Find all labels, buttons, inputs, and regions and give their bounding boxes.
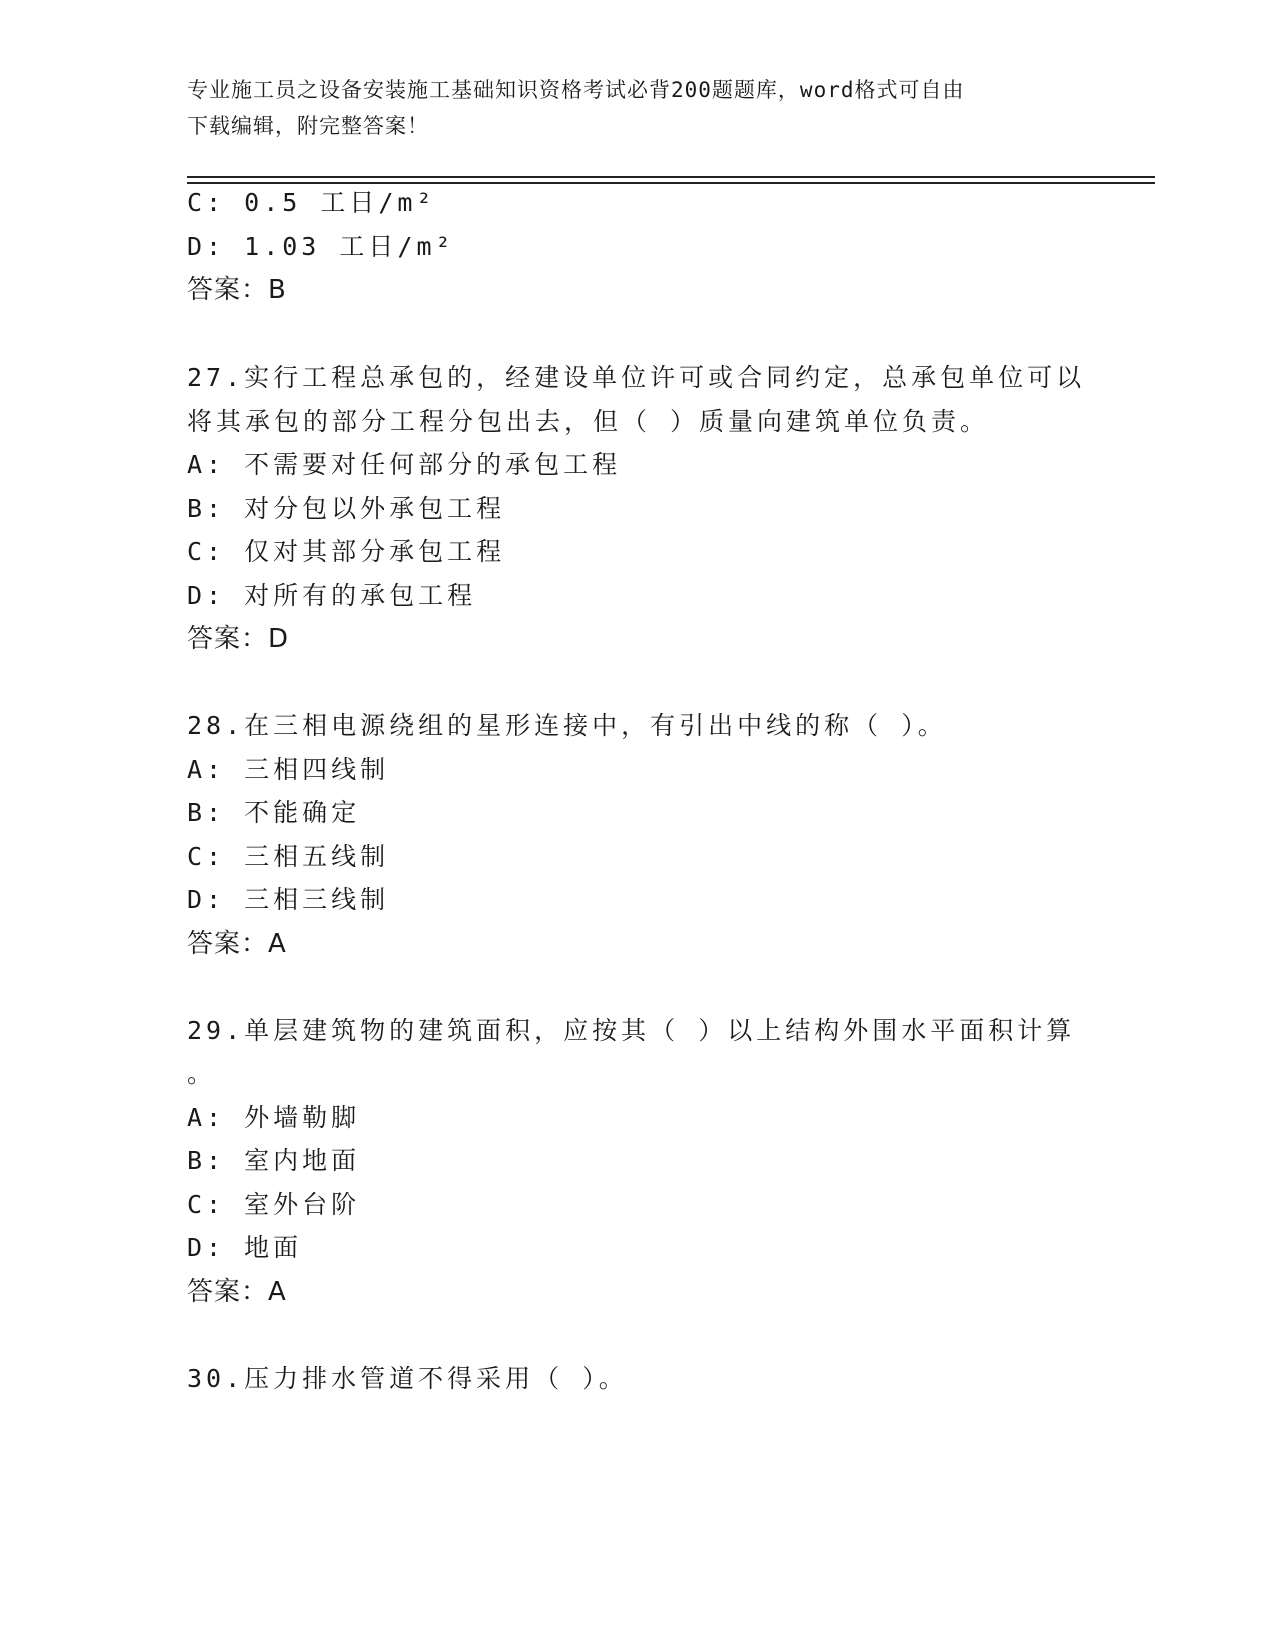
header-title-line-2: 下载编辑，附完整答案！ <box>187 114 429 138</box>
q28-option-a: A: 三相四线制 <box>187 755 390 784</box>
q28-stem: 28.在三相电源绕组的星形连接中，有引出中线的称（ ）。 <box>187 711 947 740</box>
q30-stem: 30.压力排水管道不得采用（ ）。 <box>187 1364 628 1393</box>
q28-option-c: C: 三相五线制 <box>187 842 390 871</box>
q29-stem-line-2: 。 <box>187 1059 217 1088</box>
header-title-line-1: 专业施工员之设备安装施工基础知识资格考试必背200题题库，word格式可自由 <box>187 78 965 102</box>
q27-stem-line-2: 将其承包的部分工程分包出去，但（ ）质量向建筑单位负责。 <box>187 407 990 436</box>
q29-option-d: D: 地面 <box>187 1233 303 1262</box>
q29-stem-line-1: 29.单层建筑物的建筑面积，应按其（ ）以上结构外围水平面积计算 <box>187 1016 1076 1045</box>
page-header <box>187 72 1087 144</box>
q28-answer: 答案：A <box>187 929 287 959</box>
header-divider-bottom <box>187 182 1155 184</box>
q29-answer: 答案：A <box>187 1277 287 1307</box>
q27-option-d: D: 对所有的承包工程 <box>187 581 477 610</box>
q28-option-b: B: 不能确定 <box>187 798 361 827</box>
q28-option-d: D: 三相三线制 <box>187 885 390 914</box>
q27-option-a: A: 不需要对任何部分的承包工程 <box>187 450 622 479</box>
q29-option-c: C: 室外台阶 <box>187 1190 361 1219</box>
q29-option-a: A: 外墙勒脚 <box>187 1103 361 1132</box>
q26-option-c: C: 0.5 工日/m² <box>187 188 436 217</box>
q26-option-d: D: 1.03 工日/m² <box>187 232 455 261</box>
q27-answer: 答案：D <box>187 624 290 654</box>
q27-option-c: C: 仅对其部分承包工程 <box>187 537 506 566</box>
q29-option-b: B: 室内地面 <box>187 1146 361 1175</box>
header-divider-top <box>187 176 1155 178</box>
q26-answer: 答案：B <box>187 275 287 305</box>
q27-stem-line-1: 27.实行工程总承包的，经建设单位许可或合同约定，总承包单位可以 <box>187 363 1086 392</box>
q27-option-b: B: 对分包以外承包工程 <box>187 494 506 523</box>
